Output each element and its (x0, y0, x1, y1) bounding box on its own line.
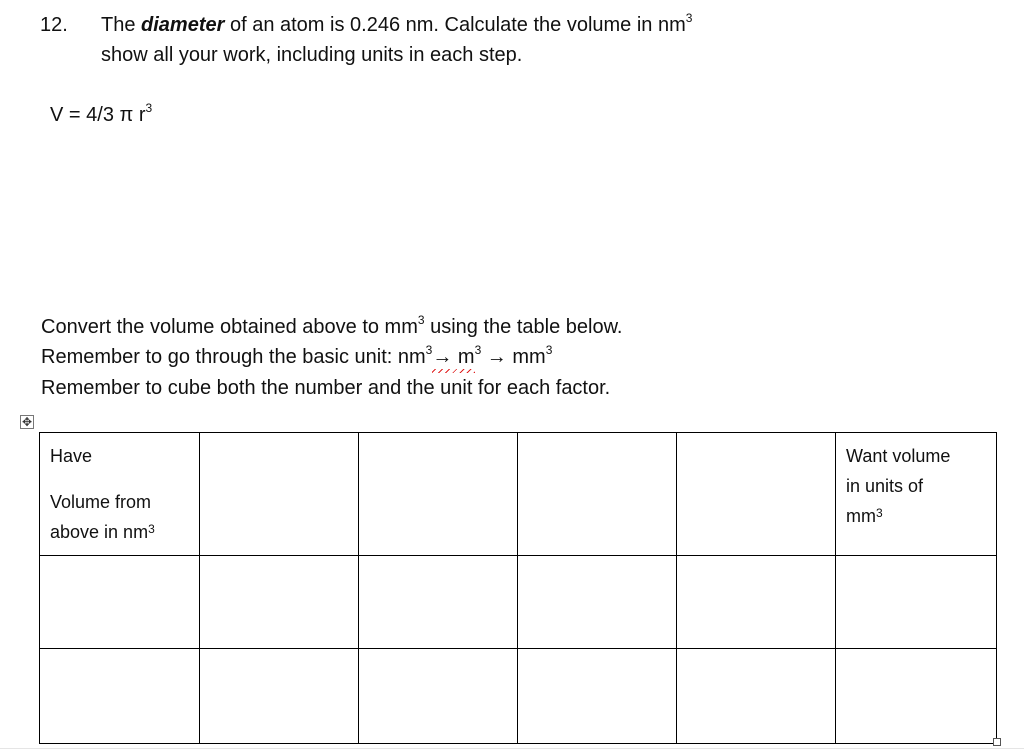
table-cell[interactable] (359, 556, 518, 649)
question-emphasis: diameter (141, 14, 225, 36)
superscript: 3 (145, 101, 153, 115)
have-cell[interactable] (40, 433, 200, 556)
table-cell[interactable] (359, 649, 518, 744)
table-cell[interactable] (518, 556, 677, 649)
instruction-text: using the table below. (424, 316, 623, 338)
superscript: 3 (148, 522, 155, 536)
question-text-pre: The (101, 14, 142, 36)
table-cell[interactable] (200, 433, 359, 556)
table-row (40, 433, 997, 556)
want-text: in units of (846, 476, 924, 496)
table-row (40, 649, 997, 744)
table-cell[interactable] (40, 649, 200, 744)
resize-icon[interactable] (993, 738, 1001, 746)
spellcheck-underline (432, 346, 474, 369)
have-description: Volume from (50, 492, 152, 512)
page-edge-divider (0, 748, 1024, 749)
cell-text: above in nm (50, 522, 149, 542)
want-text: Want volume (846, 446, 951, 466)
table-cell[interactable] (677, 649, 836, 744)
instruction-text: Remember to go through the basic unit: nm (41, 346, 426, 368)
want-cell[interactable] (836, 433, 997, 556)
question-text-post: of an atom is 0.246 nm. Calculate the volume in nm (224, 14, 686, 36)
instruction-line2 (41, 343, 553, 369)
table-cell[interactable] (200, 556, 359, 649)
question-text-line2: show all your work, including units in each step. (101, 44, 523, 66)
table-cell[interactable] (677, 556, 836, 649)
table-cell[interactable] (40, 556, 200, 649)
question-number: 12. (40, 14, 68, 36)
instruction-line3: Remember to cube both the number and the unit for each factor. (41, 377, 611, 399)
superscript: 3 (545, 343, 553, 357)
instruction-line1 (41, 313, 623, 339)
table-cell[interactable] (200, 649, 359, 744)
cell-text: mm (846, 506, 876, 526)
volume-formula (50, 101, 153, 127)
want-units (846, 501, 986, 531)
superscript: 3 (425, 343, 433, 357)
superscript: 3 (685, 11, 693, 25)
conversion-table (39, 432, 997, 744)
superscript: 3 (876, 506, 883, 520)
have-description-units (50, 517, 189, 547)
table-row (40, 556, 997, 649)
table-cell[interactable] (518, 649, 677, 744)
superscript: 3 (417, 313, 425, 327)
formula-text: V = 4/3 π r (50, 104, 146, 126)
table-cell[interactable] (836, 649, 997, 744)
table-cell[interactable] (359, 433, 518, 556)
table-cell[interactable] (836, 556, 997, 649)
move-icon[interactable]: ✥ (21, 415, 33, 429)
question-text-line1 (101, 11, 693, 37)
have-label: Have (50, 446, 93, 466)
table-cell[interactable] (677, 433, 836, 556)
instruction-text: → mm (481, 346, 546, 368)
instruction-text: → m (432, 346, 475, 368)
superscript: 3 (474, 343, 482, 357)
instruction-text: Convert the volume obtained above to mm (41, 316, 418, 338)
table-cell[interactable] (518, 433, 677, 556)
